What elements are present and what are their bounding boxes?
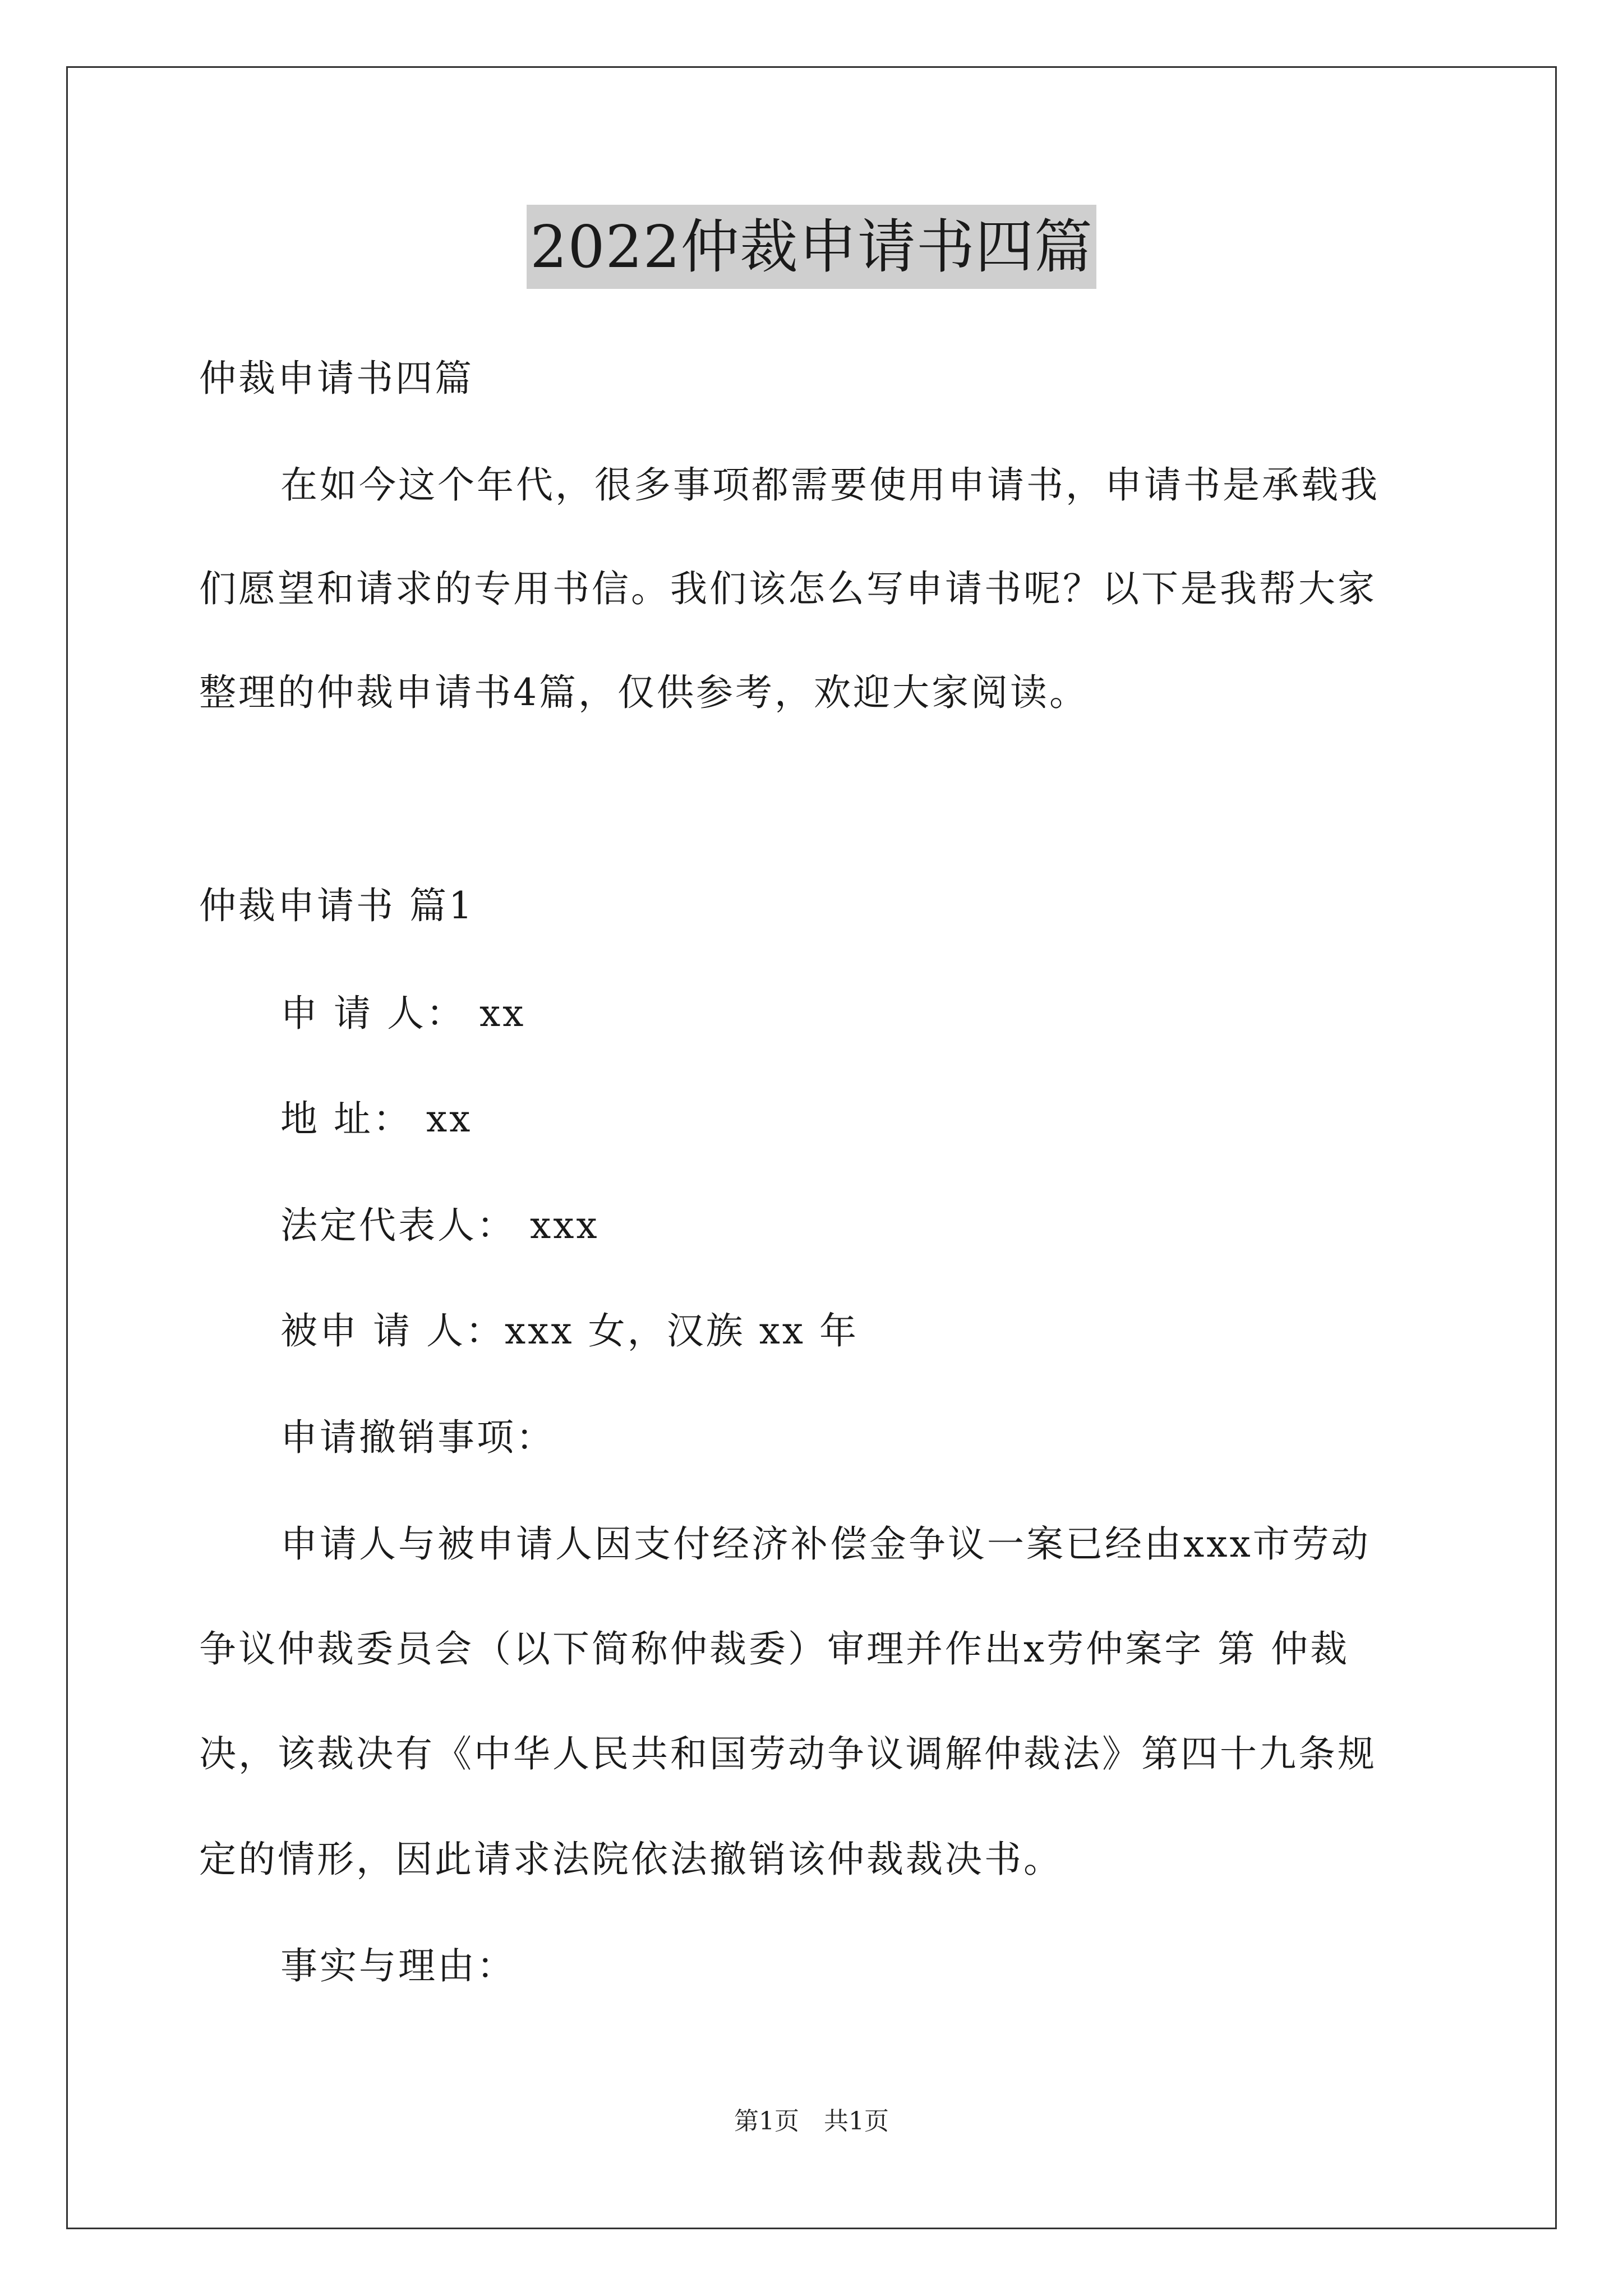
body-paragraph-line-1: 申请人与被申请人因支付经济补偿金争议一案已经由xxx市劳动 xyxy=(280,1522,1371,1566)
intro-paragraph-line-3: 整理的仲裁申请书4篇，仅供参考，欢迎大家阅读。 xyxy=(199,671,1089,714)
title-container xyxy=(0,205,1623,289)
facts-and-reasons-heading: 事实与理由： xyxy=(280,1944,516,1987)
page-footer: 第1页 共1页 xyxy=(734,2107,889,2136)
body-paragraph-line-4: 定的情形，因此请求法院依法撤销该仲裁裁决书。 xyxy=(199,1838,1063,1881)
body-paragraph-line-3: 决，该裁决有《中华人民共和国劳动争议调解仲裁法》第四十九条规 xyxy=(199,1732,1377,1775)
field-respondent: 被申 请 人：xxx 女，汉族 xx 年 xyxy=(280,1309,859,1352)
field-legal-representative: 法定代表人： xxx xyxy=(280,1204,600,1247)
intro-paragraph-line-1: 在如今这个年代，很多事项都需要使用申请书，申请书是承载我 xyxy=(280,463,1380,507)
body-paragraph-line-2: 争议仲裁委员会（以下简称仲裁委）审理并作出x劳仲案字 第 仲裁 xyxy=(199,1627,1350,1671)
document-title: 2022仲裁申请书四篇 xyxy=(527,205,1096,289)
field-revocation-matters: 申请撤销事项： xyxy=(280,1416,555,1459)
field-applicant: 申 请 人： xx xyxy=(280,992,526,1035)
subtitle: 仲裁申请书四篇 xyxy=(199,357,474,400)
field-address: 地 址： xx xyxy=(280,1097,473,1140)
intro-paragraph-line-2: 们愿望和请求的专用书信。我们该怎么写申请书呢？以下是我帮大家 xyxy=(199,567,1377,610)
section-heading-1: 仲裁申请书 篇1 xyxy=(199,884,474,927)
